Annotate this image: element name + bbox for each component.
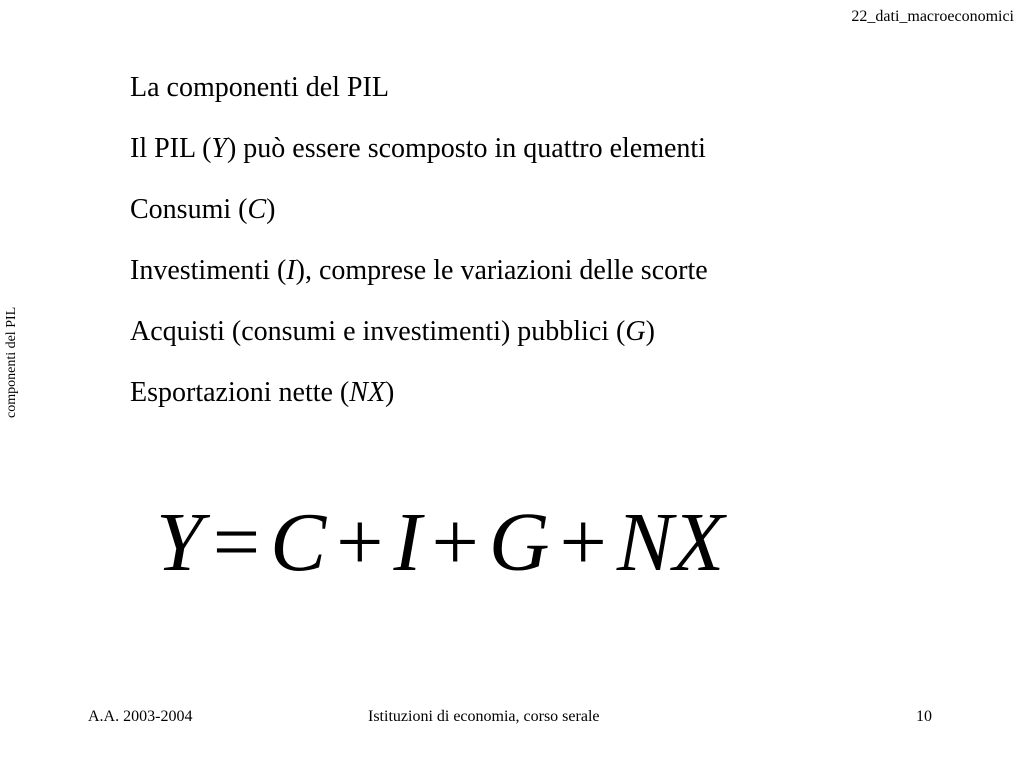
text-segment: ) può essere scomposto in quattro elementi — [226, 133, 706, 164]
footer-page-number: 10 — [916, 708, 932, 725]
content-line-6 — [130, 373, 930, 434]
equation-c: C — [270, 496, 327, 589]
content-line-2 — [130, 129, 930, 190]
text-segment: Consumi ( — [130, 194, 248, 225]
text-segment: ), comprese le variazioni delle scorte — [295, 255, 708, 286]
gdp-equation — [156, 495, 856, 591]
text-segment: ) — [385, 377, 395, 408]
equation-plus: + — [336, 496, 384, 589]
content-line-4 — [130, 251, 930, 312]
text-segment: Il PIL ( — [130, 133, 212, 164]
footer-academic-year: A.A. 2003-2004 — [88, 708, 193, 725]
slide-title: La componenti del PIL — [130, 72, 389, 103]
slide-content — [130, 68, 930, 434]
equation-g: G — [488, 496, 550, 589]
symbol-c: C — [247, 194, 267, 225]
side-section-label: componenti del PIL — [4, 306, 19, 418]
text-segment: Esportazioni nette ( — [130, 377, 350, 408]
content-line-3 — [130, 190, 930, 251]
symbol-y: Y — [211, 133, 227, 164]
symbol-nx: NX — [349, 377, 386, 408]
symbol-i: I — [286, 255, 296, 286]
footer-course-title: Istituzioni di economia, corso serale — [368, 708, 600, 725]
symbol-g: G — [625, 316, 646, 347]
equation-plus: + — [559, 496, 607, 589]
equation-y: Y — [156, 496, 203, 589]
equation-equals: = — [212, 496, 261, 589]
header-filename: 22_dati_macroeconomici — [851, 8, 1014, 25]
text-segment: ) — [266, 194, 276, 225]
equation-i: I — [393, 496, 422, 589]
equation-nx: NX — [616, 496, 725, 589]
text-segment: Investimenti ( — [130, 255, 287, 286]
content-line-5 — [130, 312, 930, 373]
text-segment: Acquisti (consumi e investimenti) pubblici ( — [130, 316, 626, 347]
text-segment: ) — [645, 316, 655, 347]
equation-plus: + — [431, 496, 479, 589]
